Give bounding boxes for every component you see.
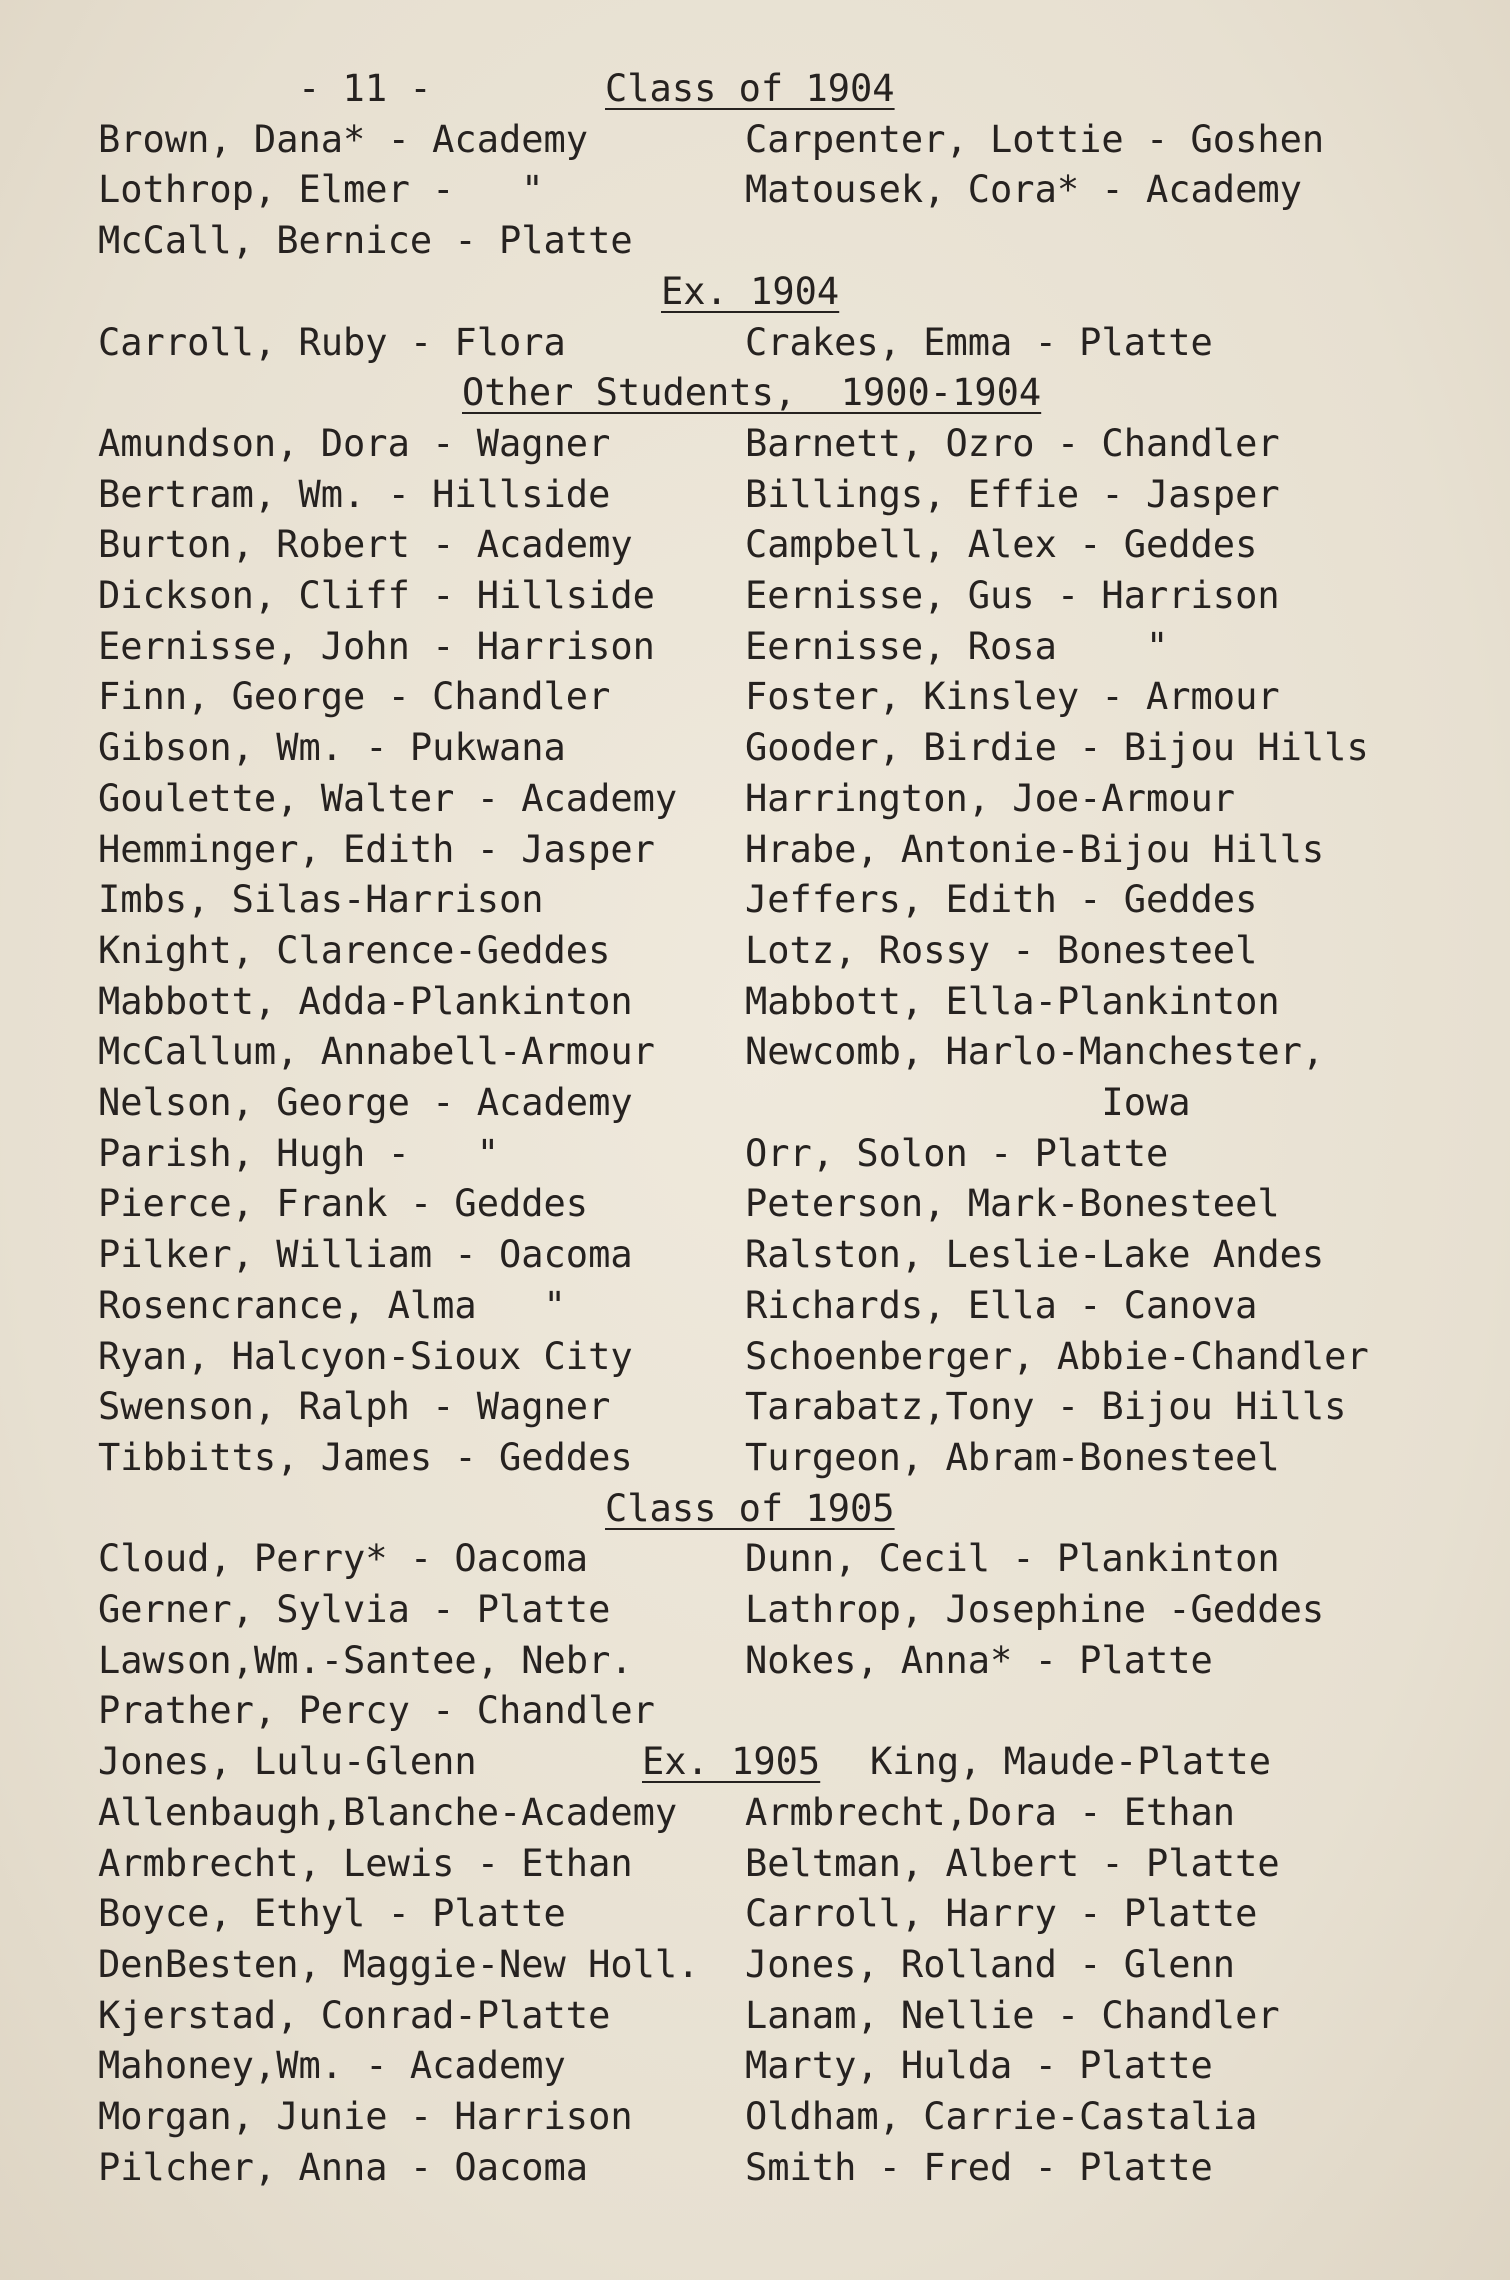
entry-row bbox=[0, 1534, 1510, 1584]
entry-row bbox=[0, 977, 1510, 1027]
student-entry: Carpenter, Lottie - Goshen bbox=[745, 117, 1325, 161]
student-entry: Allenbaugh,Blanche-Academy bbox=[98, 1790, 678, 1834]
entry-row bbox=[0, 1382, 1510, 1432]
student-entry: Foster, Kinsley - Armour bbox=[745, 675, 1280, 719]
student-entry: Lotz, Rossy - Bonesteel bbox=[745, 928, 1258, 972]
entry-row bbox=[0, 1788, 1510, 1838]
student-entry: Jones, Lulu-Glenn bbox=[98, 1740, 477, 1784]
student-entry: Gibson, Wm. - Pukwana bbox=[98, 726, 566, 770]
student-entry: Carroll, Ruby - Flora bbox=[98, 320, 566, 364]
section-heading: Class of 1904 bbox=[605, 67, 895, 110]
student-entry: Mabbott, Ella-Plankinton bbox=[745, 979, 1280, 1023]
page-number: - 11 - bbox=[298, 67, 432, 110]
student-entry: Eernisse, John - Harrison bbox=[98, 624, 655, 668]
entry-row bbox=[0, 1281, 1510, 1331]
entry-row bbox=[0, 1179, 1510, 1229]
entry-row bbox=[0, 1889, 1510, 1939]
entry-row bbox=[0, 1991, 1510, 2041]
student-entry: Campbell, Alex - Geddes bbox=[745, 523, 1258, 567]
student-entry: Amundson, Dora - Wagner bbox=[98, 421, 611, 465]
student-entry: Ryan, Halcyon-Sioux City bbox=[98, 1334, 633, 1378]
entry-row bbox=[0, 1332, 1510, 1382]
entry-row bbox=[0, 1433, 1510, 1483]
entry-row bbox=[0, 622, 1510, 672]
student-entry: Schoenberger, Abbie-Chandler bbox=[745, 1334, 1369, 1378]
entry-row bbox=[0, 1585, 1510, 1635]
section-heading-row bbox=[0, 368, 1510, 418]
student-entry: Tibbitts, James - Geddes bbox=[98, 1435, 633, 1479]
student-entry: Brown, Dana* - Academy bbox=[98, 117, 589, 161]
student-entry: Ralston, Leslie-Lake Andes bbox=[745, 1233, 1325, 1277]
section-heading-row bbox=[0, 1737, 1510, 1787]
student-entry: Armbrecht,Dora - Ethan bbox=[745, 1790, 1236, 1834]
student-entry: Orr, Solon - Platte bbox=[745, 1131, 1169, 1175]
student-entry: Dickson, Cliff - Hillside bbox=[98, 574, 655, 617]
student-entry: Turgeon, Abram-Bonesteel bbox=[745, 1435, 1280, 1479]
student-entry: Oldham, Carrie-Castalia bbox=[745, 2095, 1258, 2138]
student-entry: Eernisse, Gus - Harrison bbox=[745, 574, 1280, 617]
section-heading: Ex. 1905 bbox=[642, 1740, 821, 1784]
section-heading: Ex. 1904 bbox=[661, 269, 840, 313]
student-entry: Pilcher, Anna - Oacoma bbox=[98, 2145, 589, 2189]
student-entry: Lawson,Wm.-Santee, Nebr. bbox=[98, 1638, 633, 1682]
entry-row bbox=[0, 2041, 1510, 2091]
section-heading-row bbox=[0, 64, 1510, 114]
student-entry: Richards, Ella - Canova bbox=[745, 1283, 1258, 1327]
student-entry: Bertram, Wm. - Hillside bbox=[98, 472, 611, 516]
student-entry: Boyce, Ethyl - Platte bbox=[98, 1892, 566, 1936]
student-entry: Matousek, Cora* - Academy bbox=[745, 168, 1302, 212]
entry-row bbox=[0, 1078, 1510, 1128]
student-entry: Kjerstad, Conrad-Platte bbox=[98, 1993, 611, 2037]
student-entry: McCall, Bernice - Platte bbox=[98, 219, 633, 263]
entry-row bbox=[0, 723, 1510, 773]
student-entry: Gerner, Sylvia - Platte bbox=[98, 1588, 611, 1631]
student-entry: Newcomb, Harlo-Manchester, bbox=[745, 1030, 1325, 1074]
student-entry: Pierce, Frank - Geddes bbox=[98, 1182, 589, 1226]
student-entry: Armbrecht, Lewis - Ethan bbox=[98, 1841, 633, 1885]
entry-row bbox=[0, 825, 1510, 875]
entry-row bbox=[0, 774, 1510, 824]
student-entry: Lothrop, Elmer - " bbox=[98, 168, 544, 212]
student-entry: Jones, Rolland - Glenn bbox=[745, 1942, 1236, 1986]
student-entry: Goulette, Walter - Academy bbox=[98, 776, 678, 820]
student-entry: Mabbott, Adda-Plankinton bbox=[98, 979, 633, 1023]
student-entry: Tarabatz,Tony - Bijou Hills bbox=[745, 1385, 1347, 1429]
student-entry: Billings, Effie - Jasper bbox=[745, 472, 1280, 516]
student-entry: King, Maude-Platte bbox=[870, 1740, 1271, 1784]
student-entry: Barnett, Ozro - Chandler bbox=[745, 421, 1280, 465]
student-entry: Marty, Hulda - Platte bbox=[745, 2044, 1213, 2088]
entry-row bbox=[0, 571, 1510, 621]
section-heading-row bbox=[0, 267, 1510, 317]
student-entry: Smith - Fred - Platte bbox=[745, 2145, 1213, 2189]
student-entry: Gooder, Birdie - Bijou Hills bbox=[745, 726, 1369, 770]
student-entry: Cloud, Perry* - Oacoma bbox=[98, 1537, 589, 1581]
entry-row bbox=[0, 1686, 1510, 1736]
entry-row bbox=[0, 1940, 1510, 1990]
entry-row bbox=[0, 2092, 1510, 2142]
student-entry: Parish, Hugh - " bbox=[98, 1131, 499, 1175]
student-entry: Nelson, George - Academy bbox=[98, 1081, 633, 1124]
student-entry: Nokes, Anna* - Platte bbox=[745, 1638, 1213, 1682]
student-entry: Jeffers, Edith - Geddes bbox=[745, 878, 1258, 922]
student-entry: Prather, Percy - Chandler bbox=[98, 1689, 655, 1733]
student-entry: Dunn, Cecil - Plankinton bbox=[745, 1537, 1280, 1581]
student-entry: Carroll, Harry - Platte bbox=[745, 1892, 1258, 1936]
student-entry: Beltman, Albert - Platte bbox=[745, 1841, 1280, 1885]
student-entry: Swenson, Ralph - Wagner bbox=[98, 1385, 611, 1429]
entry-row bbox=[0, 419, 1510, 469]
entry-row bbox=[0, 2143, 1510, 2193]
entry-row bbox=[0, 165, 1510, 215]
student-entry: Mahoney,Wm. - Academy bbox=[98, 2044, 566, 2088]
student-entry: Hemminger, Edith - Jasper bbox=[98, 827, 655, 871]
entry-row bbox=[0, 875, 1510, 925]
student-entry: Hrabe, Antonie-Bijou Hills bbox=[745, 827, 1325, 871]
entry-row bbox=[0, 1027, 1510, 1077]
section-heading: Class of 1905 bbox=[605, 1486, 895, 1530]
entry-row bbox=[0, 520, 1510, 570]
section-heading: Other Students, 1900-1904 bbox=[462, 371, 1042, 415]
student-entry: Eernisse, Rosa " bbox=[745, 624, 1169, 668]
student-entry: Rosencrance, Alma " bbox=[98, 1283, 566, 1327]
student-entry: Knight, Clarence-Geddes bbox=[98, 928, 611, 972]
entry-row bbox=[0, 1129, 1510, 1179]
section-heading-row bbox=[0, 1484, 1510, 1534]
student-entry: Morgan, Junie - Harrison bbox=[98, 2095, 633, 2138]
student-entry: Harrington, Joe-Armour bbox=[745, 776, 1236, 820]
student-entry: Crakes, Emma - Platte bbox=[745, 320, 1213, 364]
entry-row bbox=[0, 470, 1510, 520]
entry-row bbox=[0, 1636, 1510, 1686]
entry-row bbox=[0, 1230, 1510, 1280]
student-entry: Peterson, Mark-Bonesteel bbox=[745, 1182, 1280, 1226]
student-entry: Iowa bbox=[745, 1081, 1191, 1124]
student-entry: Burton, Robert - Academy bbox=[98, 523, 633, 567]
student-entry: Imbs, Silas-Harrison bbox=[98, 878, 544, 922]
student-entry: DenBesten, Maggie-New Holl. bbox=[98, 1942, 700, 1986]
entry-row bbox=[0, 926, 1510, 976]
student-entry: Lanam, Nellie - Chandler bbox=[745, 1993, 1280, 2037]
student-entry: Pilker, William - Oacoma bbox=[98, 1233, 633, 1277]
student-entry: McCallum, Annabell-Armour bbox=[98, 1030, 655, 1074]
entry-row bbox=[0, 672, 1510, 722]
entry-row bbox=[0, 318, 1510, 368]
entry-row bbox=[0, 1839, 1510, 1889]
entry-row bbox=[0, 216, 1510, 266]
student-entry: Finn, George - Chandler bbox=[98, 675, 611, 719]
student-entry: Lathrop, Josephine -Geddes bbox=[745, 1588, 1325, 1631]
entry-row bbox=[0, 115, 1510, 165]
